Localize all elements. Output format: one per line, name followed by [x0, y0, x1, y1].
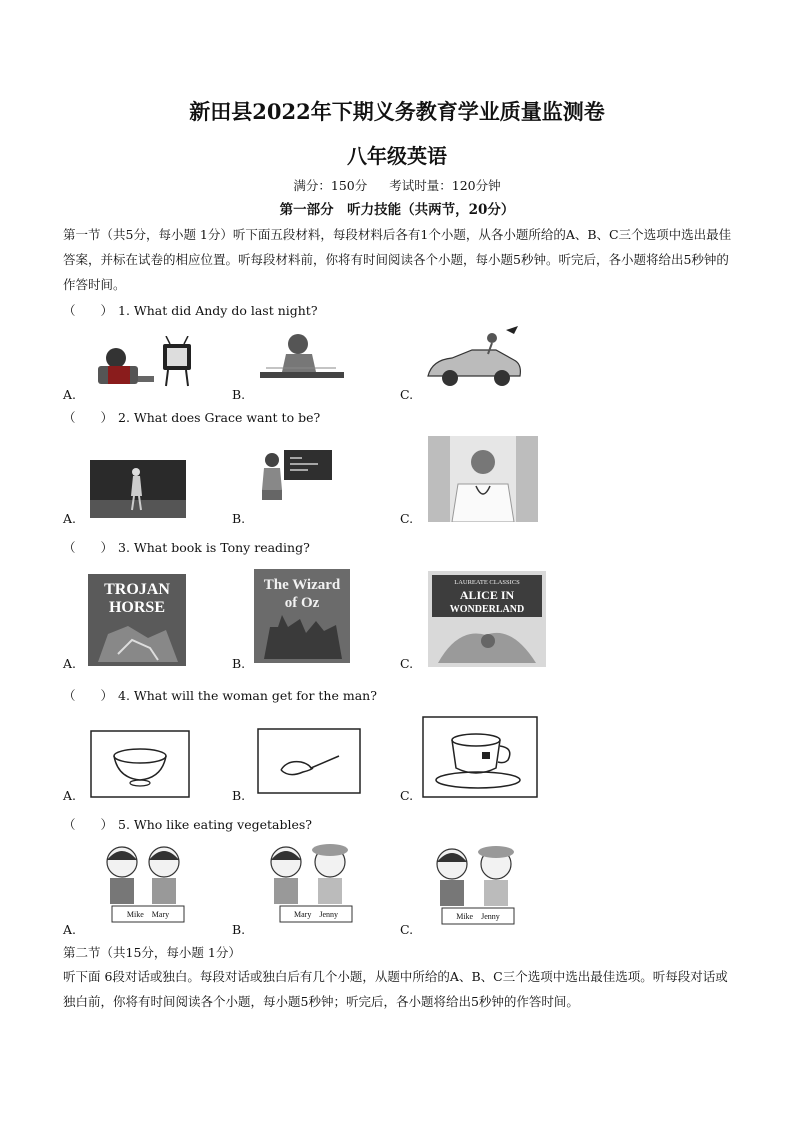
score-info: 满分：150分	[293, 178, 368, 193]
bowl-image	[90, 730, 190, 798]
question-1	[63, 301, 318, 319]
answer-blank: （ ）	[63, 303, 114, 318]
doctor-image	[428, 436, 538, 522]
book-b-line1: The Wizard	[263, 577, 341, 593]
question-text: 5. Who like eating vegetables?	[118, 817, 312, 832]
exam-info	[0, 176, 794, 194]
question-text: 4. What will the woman get for the man?	[118, 688, 377, 703]
question-5	[63, 815, 312, 833]
alice-in-wonderland-book-cover	[428, 571, 546, 667]
section2-heading: 第二节（共15分，每小题 1分）	[63, 945, 241, 960]
answer-blank: （ ）	[63, 688, 114, 703]
option-letter-b: B.	[232, 922, 246, 937]
option-letter-a: A.	[63, 656, 77, 671]
wizard-of-oz-book-cover	[254, 569, 350, 663]
answer-blank: （ ）	[63, 540, 114, 555]
option-letter-c: C.	[400, 922, 414, 937]
model-runway-image	[90, 460, 186, 518]
option-letter-a: A.	[63, 387, 77, 402]
time-info: 考试时量：120分钟	[389, 178, 501, 193]
section2-instructions: 听下面 6段对话或独白。每段对话或独白后有几个小题，从题中所给的A、B、C三个选项中选出最佳选项。听每段对话或独白前，你将有时间阅读各个小题，每小题5秒钟；听完后，各小题将给出5秒钟的作答时间。	[63, 969, 728, 1009]
option-letter-a: A.	[63, 511, 77, 526]
option-letter-b: B.	[232, 511, 246, 526]
question-text: 1. What did Andy do last night?	[118, 303, 318, 318]
option-letter-c: C.	[400, 511, 414, 526]
book-a-line1: TROJAN	[104, 581, 170, 598]
question-2	[63, 408, 320, 426]
question-text: 3. What book is Tony reading?	[118, 540, 310, 555]
writing-homework-image	[256, 328, 346, 390]
driving-car-image	[422, 326, 526, 394]
cup-of-tea-image	[422, 716, 538, 798]
section1-instructions: 第一节（共5分，每小题 1分）听下面五段材料，每段材料后各有1个小题，从各小题所给的A、B、C三个选项中选出最佳答案，并标在试卷的相应位置。听每段材料前，你将有时间阅读各个小题，每小题5秒钟。听完后，各小题将给出5秒钟的作答时间。	[63, 227, 732, 292]
option-letter-c: C.	[400, 387, 414, 402]
name-sign-a: Mike Mary	[126, 910, 170, 919]
question-4	[63, 686, 377, 704]
book-c-line1: ALICE IN	[459, 588, 515, 602]
option-letter-c: C.	[400, 788, 414, 803]
trojan-horse-book-cover	[88, 574, 186, 666]
teacher-blackboard-image	[258, 446, 334, 502]
name-sign-b: Mary Jenny	[294, 910, 338, 919]
option-letter-a: A.	[63, 922, 77, 937]
option-letter-b: B.	[232, 656, 246, 671]
name-sign-c: Mike Jenny	[456, 912, 500, 921]
question-3	[63, 538, 310, 556]
option-letter-b: B.	[232, 788, 246, 803]
exam-subtitle: 八年级英语	[347, 144, 447, 168]
kids-mike-mary-image	[92, 842, 192, 930]
book-b-line2: of Oz	[284, 595, 320, 611]
answer-blank: （ ）	[63, 817, 114, 832]
book-c-line2: WONDERLAND	[449, 604, 525, 615]
option-letter-c: C.	[400, 656, 414, 671]
book-a-line2: HORSE	[108, 599, 166, 616]
kids-mary-jenny-image	[258, 842, 364, 932]
part-title: 第一部分 听力技能（共两节，20分）	[279, 202, 515, 218]
answer-blank: （ ）	[63, 410, 114, 425]
exam-title: 新田县2022年下期义务教育学业质量监测卷	[189, 99, 605, 124]
tv-watching-image	[88, 336, 200, 394]
option-letter-b: B.	[232, 387, 246, 402]
book-c-header: LAUREATE CLASSICS	[454, 579, 520, 586]
spoon-image	[257, 728, 361, 794]
question-text: 2. What does Grace want to be?	[118, 410, 321, 425]
kids-mike-jenny-image	[424, 844, 526, 932]
option-letter-a: A.	[63, 788, 77, 803]
